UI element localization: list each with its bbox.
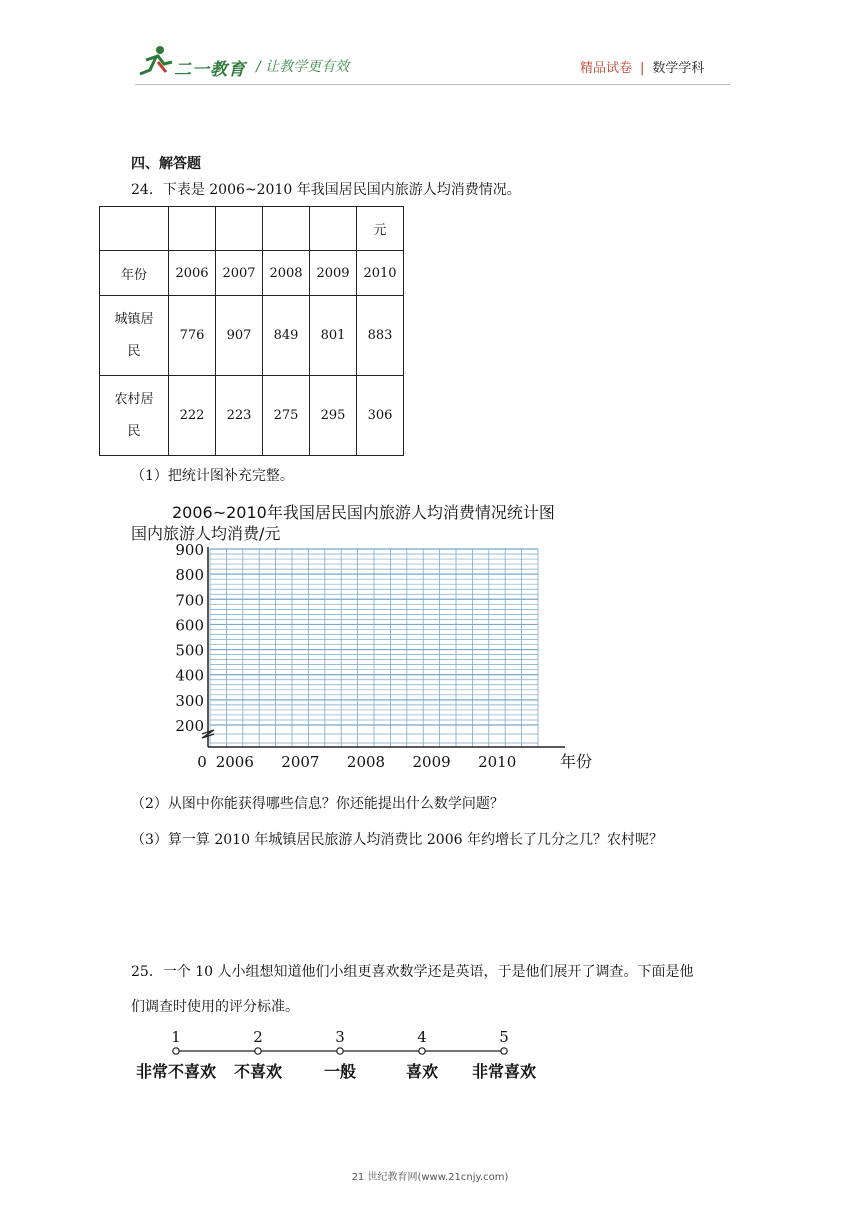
q24-sub1: （1）把统计图补充完整。 (131, 468, 294, 484)
consumption-table (99, 206, 404, 456)
q24-sub2: （2）从图中你能获得哪些信息？你还能提出什么数学问题？ (131, 796, 504, 812)
y-tick-label: 300 (175, 691, 204, 710)
line-chart-grid (160, 540, 620, 780)
scale-label: 非常不喜欢 (135, 1062, 217, 1081)
scale-label: 非常喜欢 (471, 1062, 537, 1081)
table-row-rural (100, 376, 404, 456)
x-tick-label: 2006 (215, 753, 254, 771)
table-cell: 306 (357, 376, 404, 456)
q25-line2: 们调查时使用的评分标准。 (131, 999, 299, 1015)
scale-label: 一般 (323, 1062, 357, 1081)
row-label-line2: 民 (127, 343, 141, 359)
chart-ylabel: 国内旅游人均消费/元 (131, 524, 281, 543)
x-axis-label: 年份 (560, 752, 593, 771)
section-title: 四、解答题 (131, 156, 201, 172)
row-label-line1: 农村居 (114, 391, 154, 407)
header-divider (135, 84, 730, 85)
table-row-label (100, 296, 169, 376)
table-year: 2006 (169, 251, 216, 296)
footer: 21 世纪教育网(www.21cnjy.com) (351, 1172, 509, 1183)
rating-scale (130, 1022, 550, 1086)
table-year: 2007 (216, 251, 263, 296)
table-cell: 883 (357, 296, 404, 376)
brand-right (580, 57, 704, 76)
table-year: 2008 (263, 251, 310, 296)
x-tick-label: 2010 (478, 753, 517, 771)
y-tick-label: 900 (175, 541, 204, 559)
table-cell: 849 (263, 296, 310, 376)
table-year: 2009 (310, 251, 357, 296)
x-tick-label: 2007 (281, 753, 320, 771)
table-unit-cell: 元 (357, 207, 404, 251)
row-label-line1: 城镇居 (114, 311, 154, 327)
y-tick-label: 200 (175, 717, 204, 735)
q24-sub3: （3）算一算 2010 年城镇居民旅游人均消费比 2006 年约增长了几分之几？农村呢？ (131, 832, 663, 848)
origin-label: 0 (197, 753, 207, 771)
table-cell: 295 (310, 376, 357, 456)
y-tick-label: 700 (175, 591, 204, 610)
table-year-label: 年份 (100, 251, 169, 296)
table-corner-cell (100, 207, 169, 251)
y-tick-label: 500 (175, 641, 204, 660)
scale-point (337, 1048, 343, 1054)
scale-point (419, 1048, 425, 1054)
x-tick-label: 2009 (412, 753, 451, 771)
brand-right-red: 精品试卷 (580, 61, 633, 76)
table-row-urban (100, 296, 404, 376)
table-cell: 275 (263, 376, 310, 456)
row-label-line2: 民 (127, 423, 141, 439)
scale-number: 5 (499, 1028, 509, 1046)
scale-label: 不喜欢 (233, 1062, 283, 1081)
y-tick-label: 400 (175, 666, 204, 685)
brand-separator: | (640, 61, 645, 76)
chart-title: 2006~2010年我国居民国内旅游人均消费情况统计图 (172, 503, 555, 522)
logo-text: 二一教育 (174, 60, 246, 80)
scale-label: 喜欢 (405, 1062, 439, 1081)
table-cell: 907 (216, 296, 263, 376)
q24-prompt: 24．下表是 2006~2010 年我国居民国内旅游人均消费情况。 (131, 182, 521, 198)
table-cell: 223 (216, 376, 263, 456)
y-tick-label: 600 (175, 616, 204, 635)
logo-runner-icon (136, 44, 176, 78)
table-cell: 222 (169, 376, 216, 456)
table-cell: 776 (169, 296, 216, 376)
scale-number: 2 (253, 1028, 263, 1046)
table-cell: 801 (310, 296, 357, 376)
slogan: / 让教学更有效 (256, 59, 350, 75)
scale-point (501, 1048, 507, 1054)
scale-point (255, 1048, 261, 1054)
table-row-label (100, 376, 169, 456)
scale-number: 1 (171, 1028, 181, 1046)
y-tick-label: 800 (175, 566, 204, 585)
scale-number: 3 (335, 1028, 345, 1046)
scale-point (173, 1048, 179, 1054)
brand-right-subject: 数学学科 (652, 61, 705, 76)
table-year: 2010 (357, 251, 404, 296)
q25-line1: 25．一个 10 人小组想知道他们小组更喜欢数学还是英语，于是他们展开了调查。下面是他 (131, 964, 694, 980)
table-row-years (100, 251, 404, 296)
scale-number: 4 (417, 1028, 427, 1046)
x-tick-label: 2008 (346, 753, 386, 771)
